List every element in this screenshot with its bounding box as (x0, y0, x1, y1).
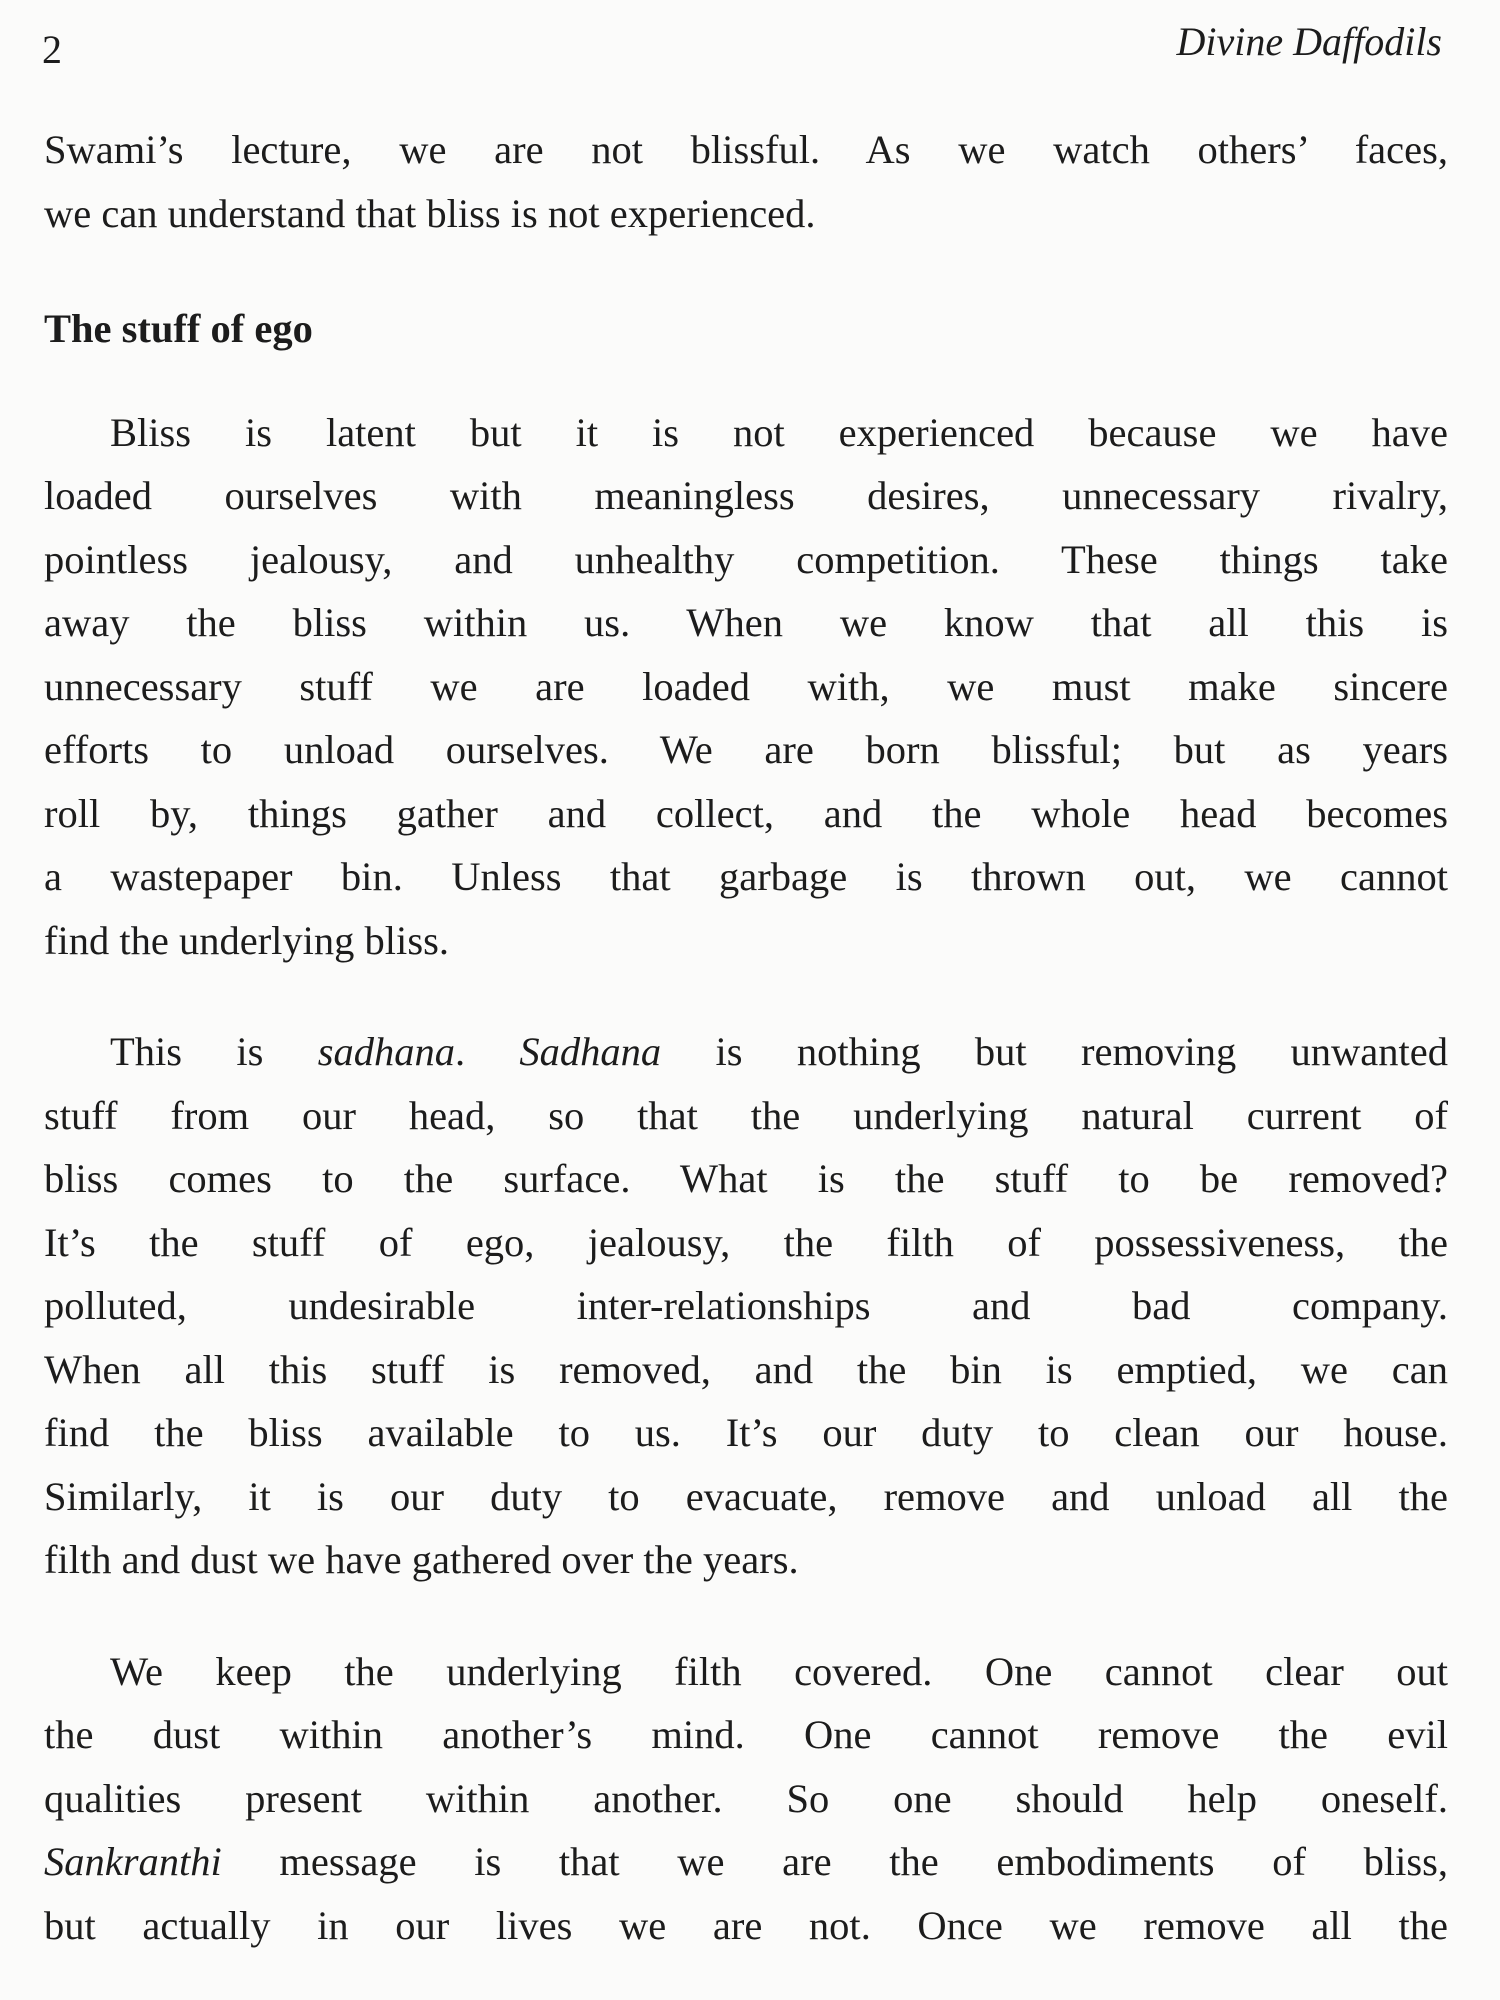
text-line: filth and dust we have gathered over the years. (44, 1537, 799, 1582)
italic-term: sadhana (317, 1029, 455, 1074)
text-line: find the underlying bliss. (44, 917, 449, 963)
running-head: Divine Daffodils (1176, 19, 1442, 64)
paragraph-sadhana (44, 1020, 1448, 1592)
text-line: the dust within another’s mind. One cannot remove the evil (44, 1712, 1448, 1757)
text-line: roll by, things gather and collect, and the whole head becomes (44, 790, 1448, 836)
text-fragment: This is (110, 1029, 318, 1074)
text-line: loaded ourselves with meaningless desires, unnecessary rivalry, (44, 473, 1448, 518)
text-line: Swami’s lecture, we are not blissful. As we watch others’ faces, (44, 127, 1448, 172)
text-line: we can understand that bliss is not experienced. (44, 190, 816, 236)
text-fragment: message is that we are the embodiments of bliss, (221, 1839, 1448, 1884)
italic-term: Sankranthi (44, 1839, 222, 1884)
page-number: 2 (42, 27, 62, 72)
text-line: It’s the stuff of ego, jealousy, the filth of possessiveness, the (44, 1219, 1448, 1265)
text-line: but actually in our lives we are not. Once we remove all the (44, 1902, 1448, 1948)
text-line (44, 1830, 1448, 1894)
text-line: qualities present within another. So one should help oneself. (44, 1775, 1448, 1821)
text-line: stuff from our head, so that the underlying natural current of (44, 1092, 1448, 1138)
body-text (44, 118, 1448, 1957)
text-line: a wastepaper bin. Unless that garbage is thrown out, we cannot (44, 854, 1448, 899)
text-line: When all this stuff is removed, and the bin is emptied, we can (44, 1346, 1448, 1392)
text-line: bliss comes to the surface. What is the stuff to be removed? (44, 1156, 1448, 1201)
text-line: pointless jealousy, and unhealthy competition. These things take (44, 536, 1448, 582)
text-line: away the bliss within us. When we know that all this is (44, 600, 1448, 645)
text-fragment: is nothing but removing unwanted (661, 1029, 1449, 1074)
intro-paragraph (44, 118, 1448, 245)
section-heading: The stuff of ego (44, 306, 313, 351)
paragraph-bliss-latent (44, 401, 1448, 973)
text-line: Similarly, it is our duty to evacuate, remove and unload all the (44, 1473, 1448, 1519)
text-line: We keep the underlying filth covered. One cannot clear out (110, 1648, 1448, 1694)
text-line: Bliss is latent but it is not experienced because we have (110, 409, 1448, 455)
text-fragment: . (454, 1029, 520, 1074)
paragraph-sankranthi (44, 1640, 1448, 1958)
text-line: efforts to unload ourselves. We are born blissful; but as years (44, 727, 1448, 772)
text-line: unnecessary stuff we are loaded with, we must make sincere (44, 663, 1448, 709)
text-line: find the bliss available to us. It’s our duty to clean our house. (44, 1410, 1448, 1455)
text-line: polluted, undesirable inter-relationships and bad company. (44, 1283, 1448, 1328)
text-line (44, 1020, 1448, 1084)
italic-term: Sadhana (519, 1029, 662, 1074)
